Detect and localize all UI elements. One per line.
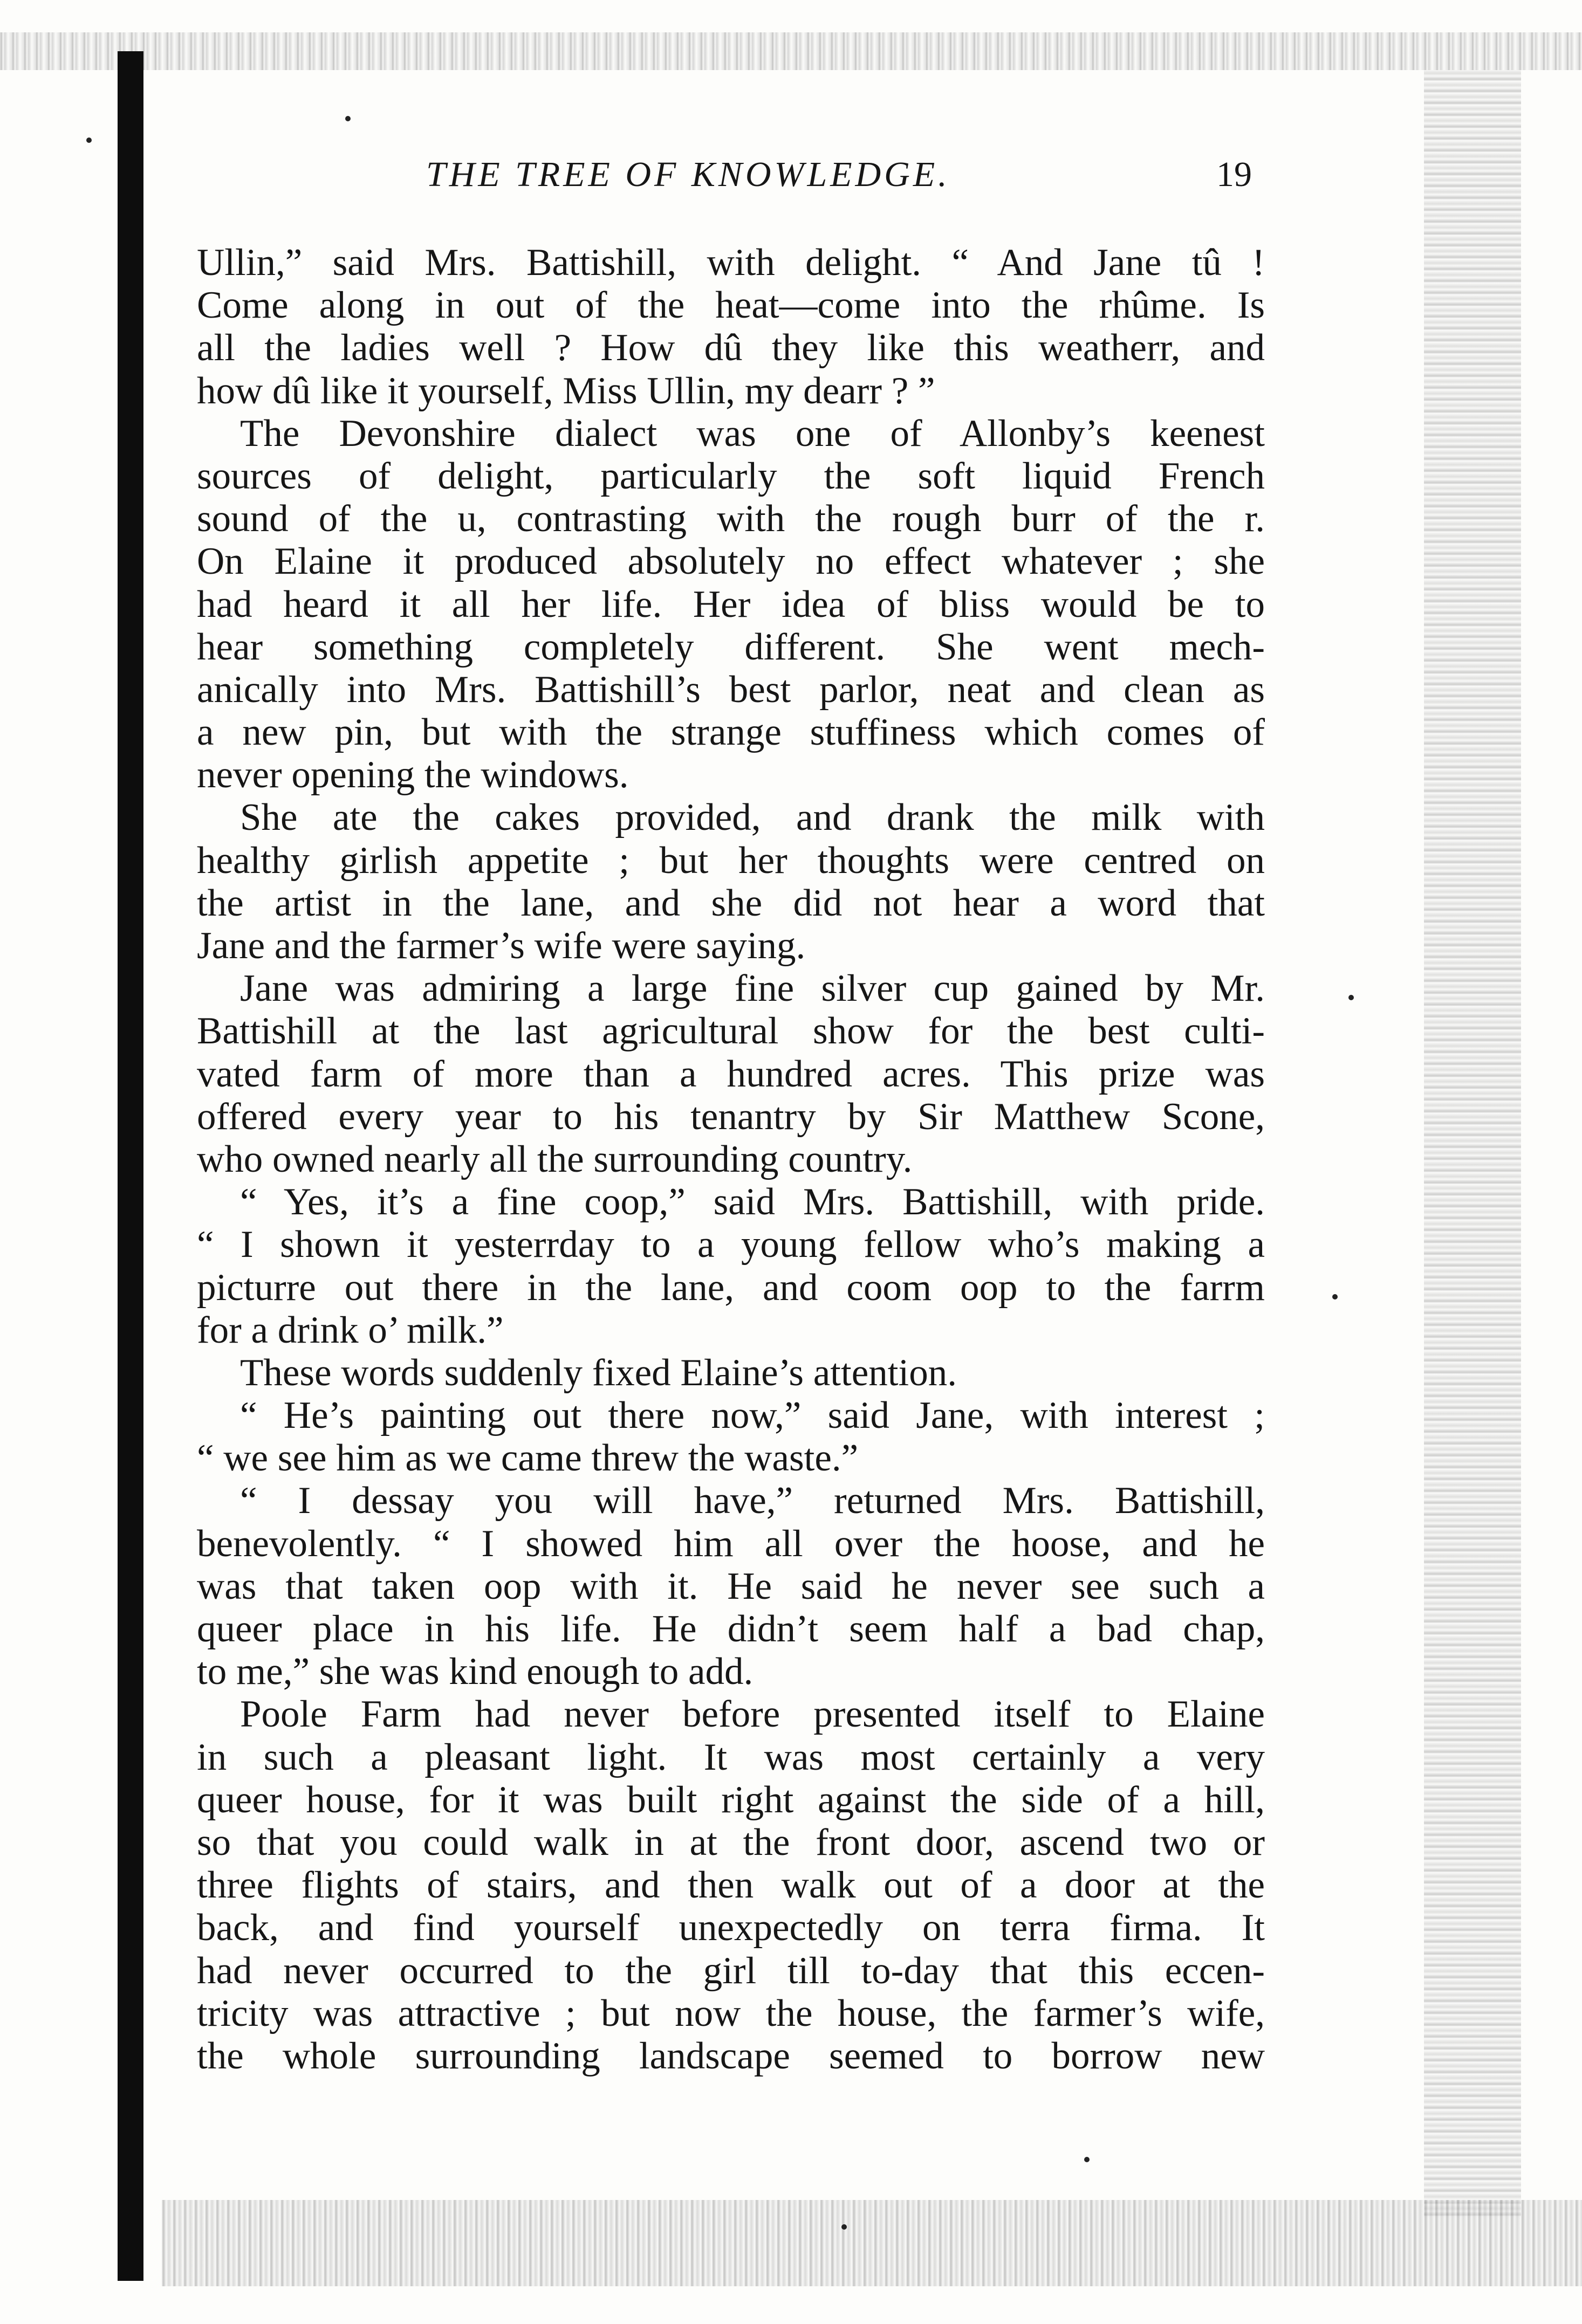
text-line: Battishill at the last agricultural show for the best culti- <box>197 1010 1265 1053</box>
text-line: Ullin,” said Mrs. Battishill, with delight. “ And Jane tû ! <box>197 242 1265 284</box>
body-text <box>197 242 1265 2078</box>
text-line: how dû like it yourself, Miss Ullin, my dearr ? ” <box>197 369 935 412</box>
text-line: “ I shown it yesterrday to a young fellow who’s making a <box>197 1223 1265 1266</box>
text-line: These words suddenly fixed Elaine’s attention. <box>240 1351 957 1394</box>
scan-edge-top <box>0 32 1582 70</box>
text-line: “ He’s painting out there now,” said Jane, with interest ; <box>240 1394 1265 1437</box>
text-line: picturre out there in the lane, and coom oop to the farrm <box>197 1266 1265 1309</box>
text-line: to me,” she was kind enough to add. <box>197 1651 754 1693</box>
ink-speck <box>841 2224 847 2230</box>
text-line: so that you could walk in at the front door, ascend two or <box>197 1821 1265 1864</box>
text-line: back, and find yourself unexpectedly on terra firma. It <box>197 1907 1265 1949</box>
scan-edge-right <box>1424 70 1521 2216</box>
ink-speck <box>345 116 351 121</box>
ink-speck <box>1332 1294 1338 1299</box>
scan-edge-bottom <box>162 2200 1582 2286</box>
text-line: for a drink o’ milk.” <box>197 1309 504 1351</box>
text-line: anically into Mrs. Battishill’s best parlor, neat and clean as <box>197 668 1265 711</box>
text-line: benevolently. “ I showed him all over the hoose, and he <box>197 1522 1265 1565</box>
text-line: Jane was admiring a large fine silver cup gained by Mr. <box>240 967 1265 1010</box>
text-line: Jane and the farmer’s wife were saying. <box>197 925 806 967</box>
text-line: tricity was attractive ; but now the house, the farmer’s wife, <box>197 1992 1265 2034</box>
text-line: vated farm of more than a hundred acres. This prize was <box>197 1053 1265 1095</box>
text-line: Poole Farm had never before presented itself to Elaine <box>240 1693 1265 1736</box>
text-line: never opening the windows. <box>197 754 629 796</box>
ink-speck <box>86 137 92 143</box>
text-line: On Elaine it produced absolutely no effect whatever ; she <box>197 540 1265 583</box>
text-line: sources of delight, particularly the soft liquid French <box>197 455 1265 497</box>
running-head: THE TREE OF KNOWLEDGE. <box>426 155 950 194</box>
text-line: had heard it all her life. Her idea of bliss would be to <box>197 583 1265 625</box>
text-line: the artist in the lane, and she did not hear a word that <box>197 882 1265 924</box>
text-line: Come along in out of the heat—come into the rhûme. Is <box>197 284 1265 327</box>
text-line: hear something completely different. She went mech- <box>197 625 1265 668</box>
text-line: all the ladies well ? How dû they like this weatherr, and <box>197 327 1265 369</box>
text-line: offered every year to his tenantry by Sir Matthew Scone, <box>197 1095 1265 1138</box>
text-line: the whole surrounding landscape seemed to borrow new <box>197 2034 1265 2077</box>
text-line: a new pin, but with the strange stuffiness which comes of <box>197 711 1265 754</box>
ink-speck <box>1348 995 1354 1000</box>
text-line: was that taken oop with it. He said he never see such a <box>197 1565 1265 1607</box>
text-line: She ate the cakes provided, and drank the milk with <box>240 796 1265 839</box>
text-line: three flights of stairs, and then walk out of a door at the <box>197 1864 1265 1907</box>
text-line: “ we see him as we came threw the waste.” <box>197 1437 859 1480</box>
text-line: in such a pleasant light. It was most certainly a very <box>197 1736 1265 1778</box>
text-line: had never occurred to the girl till to-day that this eccen- <box>197 1949 1265 1992</box>
text-line: who owned nearly all the surrounding country. <box>197 1138 913 1180</box>
text-line: “ I dessay you will have,” returned Mrs. Battishill, <box>240 1480 1265 1522</box>
page-number: 19 <box>1216 155 1252 194</box>
binding-shadow <box>118 51 143 2281</box>
text-line: queer house, for it was built right against the side of a hill, <box>197 1778 1265 1821</box>
text-line: sound of the u, contrasting with the rough burr of the r. <box>197 498 1265 540</box>
ink-speck <box>1084 2157 1090 2162</box>
text-line: “ Yes, it’s a fine coop,” said Mrs. Battishill, with pride. <box>240 1181 1265 1223</box>
text-line: healthy girlish appetite ; but her thoughts were centred on <box>197 839 1265 882</box>
text-line: queer place in his life. He didn’t seem half a bad chap, <box>197 1608 1265 1650</box>
text-line: The Devonshire dialect was one of Allonby’s keenest <box>240 412 1265 455</box>
